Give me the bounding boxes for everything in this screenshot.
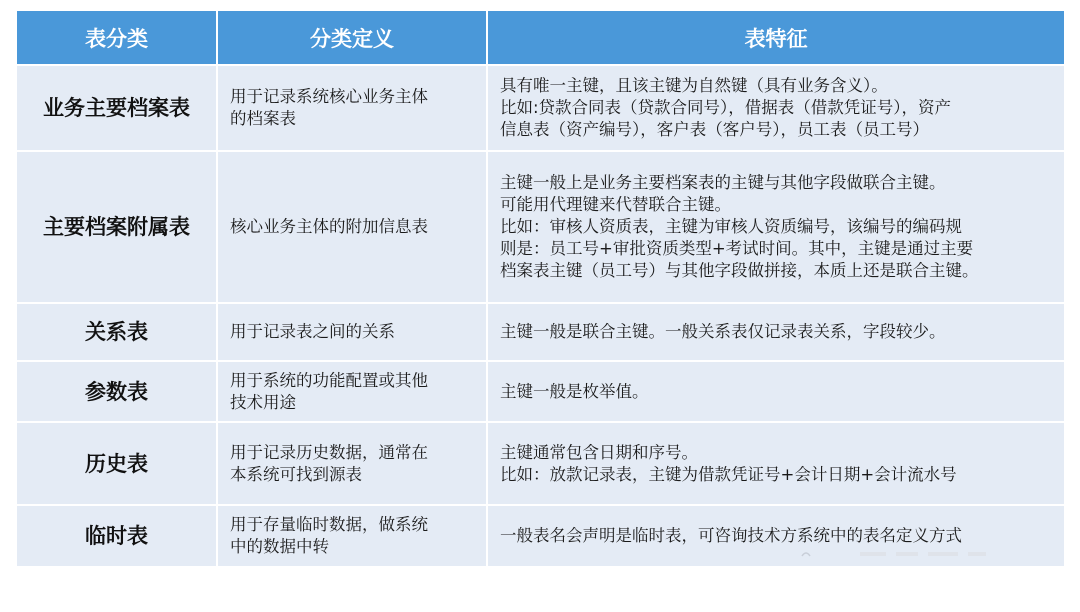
definition-line: 的档案表 <box>230 109 296 128</box>
row-category: 参数表 <box>17 361 217 422</box>
row-features <box>487 422 1064 505</box>
feature-line: 信息表（资产编号），客户表（客户号），员工表（员工号） <box>500 120 929 139</box>
row-definition <box>217 151 487 303</box>
feature-line: 比如：审核人资质表，主键为审核人资质编号，该编号的编码规 <box>500 217 962 236</box>
feature-line: 可能用代理键来代替联合主键。 <box>500 195 731 214</box>
feature-line: 则是：员工号+审批资质类型+考试时间。其中，主键是通过主要 <box>500 239 974 258</box>
feature-line: 具有唯一主键，且该主键为自然键（具有业务含义）。 <box>500 76 888 95</box>
row-category: 临时表 <box>17 505 217 567</box>
row-category: 主要档案附属表 <box>17 151 217 303</box>
row-category: 历史表 <box>17 422 217 505</box>
header-row <box>17 11 1064 65</box>
definition-line: 用于记录系统核心业务主体 <box>230 87 428 106</box>
definition-line: 技术用途 <box>230 392 296 412</box>
feature-line: 主键一般是联合主键。一般关系表仅记录表关系，字段较少。 <box>500 322 946 341</box>
feature-line: 一般表名会声明是临时表，可咨询技术方系统中的表名定义方式 <box>500 526 962 545</box>
table-row <box>17 422 1064 505</box>
row-features <box>487 151 1064 303</box>
header-features: 表特征 <box>487 11 1064 65</box>
feature-line: 比如：放款记录表，主键为借款凭证号+会计日期+会计流水号 <box>500 464 957 484</box>
feature-line: 主键通常包含日期和序号。 <box>500 442 698 462</box>
definition-line: 本系统可找到源表 <box>230 464 362 484</box>
row-features <box>487 303 1064 361</box>
row-definition <box>217 505 487 567</box>
row-definition <box>217 361 487 422</box>
header-category: 表分类 <box>17 11 217 65</box>
feature-line: 主键一般上是业务主要档案表的主键与其他字段做联合主键。 <box>500 173 946 192</box>
header-definition: 分类定义 <box>217 11 487 65</box>
definition-line: 中的数据中转 <box>230 537 329 556</box>
row-features <box>487 361 1064 422</box>
table-row <box>17 151 1064 303</box>
row-features <box>487 505 1064 567</box>
table-row <box>17 303 1064 361</box>
row-definition <box>217 65 487 151</box>
row-features <box>487 65 1064 151</box>
table-classification <box>17 11 1064 568</box>
table-row <box>17 361 1064 422</box>
definition-line: 用于系统的功能配置或其他 <box>230 370 428 390</box>
definition-line: 核心业务主体的附加信息表 <box>230 217 428 236</box>
table-row <box>17 505 1064 567</box>
row-category: 业务主要档案表 <box>17 65 217 151</box>
feature-line: 档案表主键（员工号）与其他字段做拼接，本质上还是联合主键。 <box>500 261 979 280</box>
row-definition <box>217 303 487 361</box>
definition-line: 用于记录历史数据，通常在 <box>230 442 428 462</box>
definition-line: 用于记录表之间的关系 <box>230 322 395 341</box>
definition-line: 用于存量临时数据，做系统 <box>230 515 428 534</box>
classification-table <box>17 11 1064 568</box>
feature-line: 主键一般是枚举值。 <box>500 381 649 401</box>
row-definition <box>217 422 487 505</box>
table-row <box>17 65 1064 151</box>
row-category: 关系表 <box>17 303 217 361</box>
feature-line: 比如:贷款合同表（贷款合同号），借据表（借款凭证号），资产 <box>500 98 952 117</box>
